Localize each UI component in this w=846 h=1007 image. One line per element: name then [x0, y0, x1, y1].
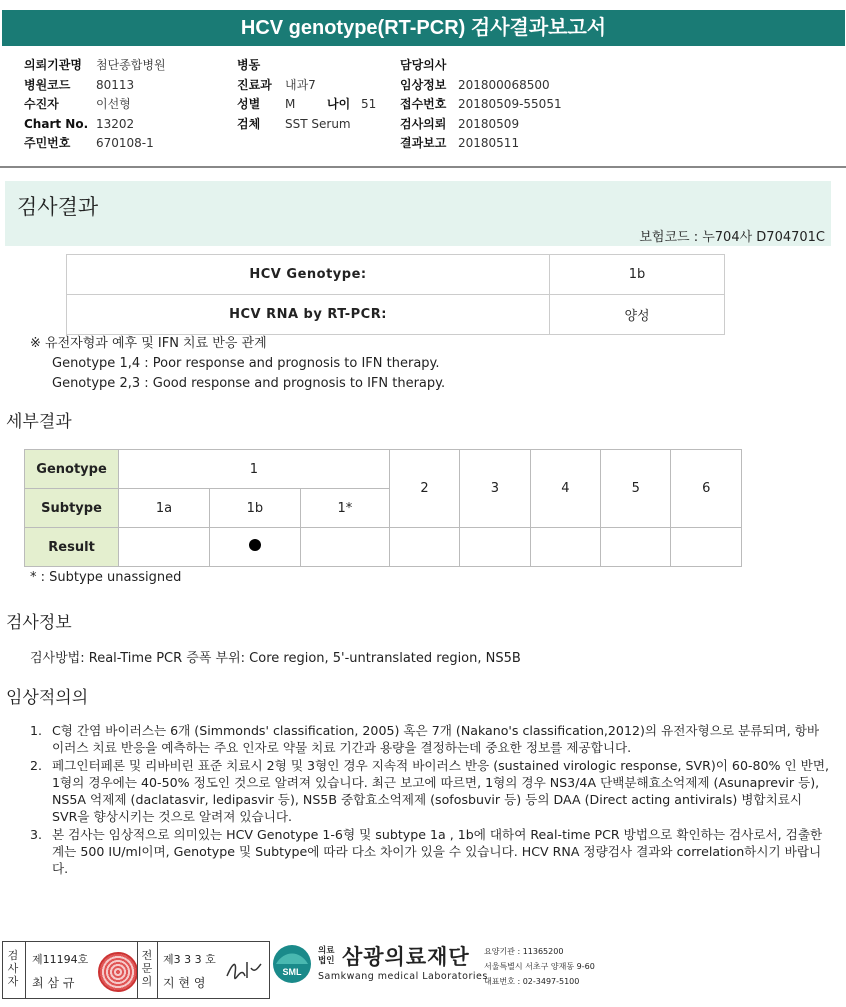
genotype-result-label: HCV Genotype: [67, 255, 550, 295]
reviewer-label: 전문의 [141, 949, 153, 988]
receipt-no-label: 접수번호 [400, 97, 447, 111]
item-number: 2. [30, 757, 43, 773]
result-cell-6 [671, 528, 742, 567]
list-item [30, 722, 830, 757]
ifn-note-line: Genotype 2,3 : Good response and prognosis to IFN therapy. [52, 376, 446, 391]
clinical-section-title: 임상적의의 [6, 688, 89, 708]
doctor-label: 담당의사 [400, 58, 447, 72]
header-col-2 [237, 56, 376, 134]
subtype-footnote: * : Subtype unassigned [30, 570, 182, 585]
result-row-label: Result [25, 528, 119, 567]
subtype-1a: 1a [119, 489, 210, 528]
resident-no-label: 주민번호 [24, 136, 71, 150]
list-item [30, 826, 830, 878]
logo-text: SML [282, 967, 302, 977]
tester-name: 최 삼 규 [32, 976, 75, 990]
table-row [67, 295, 725, 335]
result-section-header [5, 181, 831, 246]
receipt-no-value: 20180509-55051 [458, 97, 562, 111]
sex-label: 성별 [237, 97, 261, 111]
sex-value: M [285, 97, 296, 111]
age-label: 나이 [327, 97, 351, 111]
subtype-1b: 1b [209, 489, 300, 528]
clinical-info-value: 201800068500 [458, 77, 550, 92]
age-value: 51 [361, 97, 377, 111]
reviewer-name: 지 현 영 [163, 976, 206, 990]
result-section-title: 검사결과 [17, 195, 99, 219]
ifn-note-title: ※ 유전자형과 예후 및 IFN 치료 반응 관계 [30, 336, 267, 351]
result-table [66, 254, 725, 335]
patient-label: 수진자 [24, 97, 59, 111]
detail-section-title: 세부결과 [6, 412, 72, 432]
request-date-label: 검사의뢰 [400, 116, 447, 131]
subtype-1-unassigned: 1* [300, 489, 389, 528]
result-cell-5 [601, 528, 671, 567]
department-label: 진료과 [237, 77, 272, 92]
result-cell-3 [460, 528, 530, 567]
report-date-label: 결과보고 [400, 136, 447, 150]
rna-result-label: HCV RNA by RT-PCR: [67, 295, 550, 335]
request-date-value: 20180509 [458, 116, 520, 131]
genotype-1-header: 1 [119, 450, 390, 489]
chart-no-label: Chart No. [24, 116, 89, 131]
genotype-detail-table [24, 449, 742, 567]
department-value: 내과7 [285, 77, 316, 92]
genotype-4-header: 4 [530, 450, 600, 528]
org-phone: 대표번호 : 02-3497-5100 [484, 977, 580, 986]
hospital-value: 첨단종합병원 [96, 58, 166, 72]
reviewer-license: 제3 3 3 호 [163, 953, 216, 966]
org-english-name: Samkwang medical Laboratories [318, 971, 488, 982]
result-cell-1a [119, 528, 210, 567]
specimen-label: 검체 [237, 116, 261, 131]
resident-no-value: 670108-1 [96, 136, 154, 150]
hospital-code-value: 80113 [96, 77, 135, 92]
genotype-5-header: 5 [601, 450, 671, 528]
detected-dot-icon [249, 539, 261, 551]
chart-no-value: 13202 [96, 116, 135, 131]
test-method: 검사방법: Real-Time PCR 증폭 부위: Core region, 5'-untranslated region, NS5B [30, 651, 521, 666]
hospital-label: 의뢰기관명 [24, 58, 82, 72]
table-row [67, 255, 725, 295]
result-cell-1-unassigned [300, 528, 389, 567]
hospital-code-label: 병원코드 [24, 77, 71, 92]
item-text: 본 검사는 임상적으로 의미있는 HCV Genotype 1-6형 및 subtype 1a , 1b에 대하여 Real-time PCR 방법으로 확인하는 검사로서, 검출한계는 500 IU/ml이며, Genotype 및 Subtype에 따라 다소 차이가 있을 수 있습니다. HCV RNA 정량검사 결과와 correlation하시기 바랍니다. [52, 826, 823, 877]
reviewer-signature-icon [223, 954, 263, 984]
table-row [25, 450, 742, 489]
table-row [25, 528, 742, 567]
genotype-2-header: 2 [389, 450, 459, 528]
header-col-1 [24, 56, 166, 154]
result-cell-2 [389, 528, 459, 567]
tester-seal-icon [98, 952, 138, 992]
report-date-value: 20180511 [458, 136, 520, 150]
patient-value: 이선형 [96, 97, 131, 111]
specimen-value: SST Serum [285, 116, 351, 131]
info-section-title: 검사정보 [6, 613, 72, 633]
ifn-note-line: Genotype 1,4 : Poor response and prognosis to IFN therapy. [52, 356, 440, 371]
subtype-row-label: Subtype [25, 489, 119, 528]
ifn-note [30, 334, 445, 394]
result-cell-4 [530, 528, 600, 567]
list-item [30, 757, 830, 826]
clinical-significance-list [30, 722, 830, 878]
rna-result-value: 양성 [550, 295, 725, 335]
result-cell-1b [209, 528, 300, 567]
item-text: 페그인터페론 및 리바비린 표준 치료시 2형 및 3형인 경우 지속적 바이러스 반응 (sustained virologic response, SVR)이 60-80% 인 반면, 1형의 경우에는 40-50% 정도인 것으로 알려져 있습니다. 최근 보고에 따르면, 1형의 경우 NS3/4A 단백분해효소억제제 (Asunaprevir 등), NS5A 억제제 (daclatasvir, ledipasvir 등), NS5B 중합효소억제제 (sofosbuvir 등) 등의 DAA (Direct acting antivirals) 병합치료시 SVR을 향상시키는 것으로 알려져 있습니다. [52, 757, 829, 825]
item-number: 1. [30, 723, 43, 738]
header-col-3 [400, 56, 562, 154]
genotype-6-header: 6 [671, 450, 742, 528]
clinical-info-label: 임상정보 [400, 77, 447, 92]
genotype-result-value: 1b [550, 255, 725, 295]
genotype-row-label: Genotype [25, 450, 119, 489]
genotype-3-header: 3 [460, 450, 530, 528]
report-title: HCV genotype(RT-PCR) 검사결과보고서 [2, 10, 845, 46]
signature-box [2, 941, 270, 999]
org-address: 서울특별시 서초구 양재동 9-60 [484, 962, 595, 971]
item-text: C형 간염 바이러스는 6개 (Simmonds' classification, 2005) 혹은 7개 (Nakano's classification,2012)의 유전자형으로 분류되며, 항바이러스 치료 반응을 예측하는 주요 인자로 약물 치료 기간과 용량을 결정하는데 중요한 정보를 제공합니다. [52, 723, 820, 756]
insurance-code: 보험코드 : 누704사 D704701C [639, 230, 825, 245]
tester-license: 제11194호 [32, 953, 89, 966]
tester-label: 검사자 [7, 949, 19, 988]
org-type: 의료 법인 [318, 946, 335, 966]
org-name: 삼광의료재단 [342, 945, 470, 969]
ward-label: 병동 [237, 58, 261, 72]
sml-logo-icon [272, 944, 312, 984]
item-number: 3. [30, 826, 43, 842]
org-code: 요양기관 : 11365200 [484, 947, 564, 956]
